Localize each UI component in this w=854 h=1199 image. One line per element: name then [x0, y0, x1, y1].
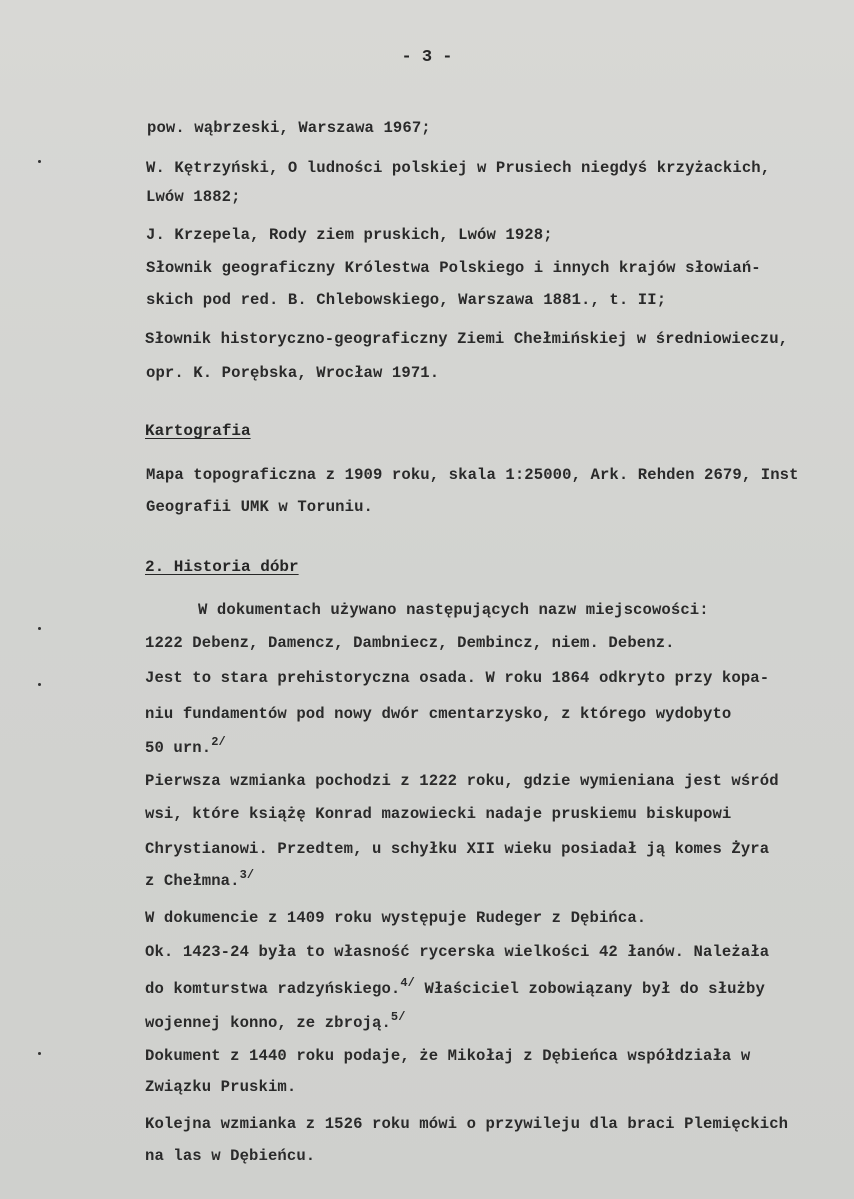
historia-line [145, 840, 854, 858]
line-text: Pierwsza wzmianka pochodzi z 1222 roku, gdzie wymieniana jest wśród [145, 772, 779, 790]
historia-line [145, 1047, 854, 1065]
kartografia-line: Geografii UMK w Toruniu. [146, 498, 373, 516]
line-text: W dokumencie z 1409 roku występuje Rudeger z Dębińca. [145, 909, 647, 927]
historia-line [198, 601, 854, 619]
margin-mark [38, 1052, 41, 1055]
line-text: Związku Pruskim. [145, 1078, 297, 1096]
margin-mark [38, 627, 41, 630]
historia-line [145, 1147, 854, 1165]
bibliography-line: Słownik geograficzny Królestwa Polskiego i innych krajów słowiań- [146, 259, 761, 277]
bibliography-line: J. Krzepela, Rody ziem pruskich, Lwów 1928; [146, 226, 553, 244]
section-heading-historia: 2. Historia dóbr [145, 558, 299, 576]
historia-line [145, 976, 854, 998]
historia-line [145, 1078, 854, 1096]
line-text: na las w Dębieńcu. [145, 1147, 316, 1165]
footnote-ref: 3/ [239, 868, 255, 882]
line-text: Ok. 1423-24 była to własność rycerska wielkości 42 łanów. Należała [145, 943, 770, 961]
historia-line [145, 634, 854, 652]
line-text: Dokument z 1440 roku podaje, że Mikołaj z Dębieńca współdziała w [145, 1047, 751, 1065]
footnote-ref: 4/ [400, 976, 415, 990]
historia-line [145, 868, 854, 890]
kartografia-line: Mapa topograficzna z 1909 roku, skala 1:25000, Ark. Rehden 2679, Inst [146, 466, 799, 484]
line-text: 50 urn. [145, 739, 212, 757]
bibliography-line: Lwów 1882; [146, 188, 241, 206]
footnote-ref: 5/ [390, 1010, 406, 1024]
historia-line [145, 772, 854, 790]
page-number: - 3 - [401, 48, 453, 67]
line-text: Jest to stara prehistoryczna osada. W roku 1864 odkryto przy kopa- [145, 669, 770, 687]
line-text: 1222 Debenz, Damencz, Dambniecz, Dembincz, niem. Debenz. [145, 634, 675, 652]
bibliography-line: W. Kętrzyński, O ludności polskiej w Prusiech niegdyś krzyżackich, [146, 159, 771, 177]
line-text: wsi, które książę Konrad mazowiecki nadaje pruskiemu biskupowi [145, 805, 732, 823]
historia-line [145, 805, 854, 823]
line-text: wojennej konno, ze zbroją. [145, 1014, 391, 1032]
margin-mark [38, 683, 41, 686]
line-text: Właściciel zobowiązany był do służby [414, 980, 765, 998]
bibliography-line: skich pod red. B. Chlebowskiego, Warszawa 1881., t. II; [146, 291, 667, 309]
historia-line [145, 735, 854, 757]
bibliography-line: opr. K. Porębska, Wrocław 1971. [146, 364, 440, 382]
historia-line [145, 943, 854, 961]
line-text: W dokumentach używano następujących nazw miejscowości: [198, 601, 709, 619]
line-text: do komturstwa radzyńskiego. [145, 980, 401, 998]
section-heading-kartografia: Kartografia [145, 422, 251, 440]
line-text: Kolejna wzmianka z 1526 roku mówi o przywileju dla braci Plemięckich [145, 1115, 789, 1133]
historia-line [145, 909, 854, 927]
line-text: z Chełmna. [145, 872, 240, 890]
footnote-ref: 2/ [211, 735, 226, 749]
line-text: Chrystianowi. Przedtem, u schyłku XII wieku posiadał ją komes Żyra [145, 840, 770, 858]
historia-line [145, 669, 854, 687]
historia-line [145, 1010, 854, 1032]
bibliography-line: Słownik historyczno-geograficzny Ziemi Chełmińskiej w średniowieczu, [145, 330, 789, 348]
historia-line [145, 705, 854, 723]
bibliography-line: pow. wąbrzeski, Warszawa 1967; [147, 119, 431, 137]
margin-mark [38, 160, 41, 163]
line-text: niu fundamentów pod nowy dwór cmentarzysko, z którego wydobyto [145, 705, 732, 723]
historia-line [145, 1115, 854, 1133]
